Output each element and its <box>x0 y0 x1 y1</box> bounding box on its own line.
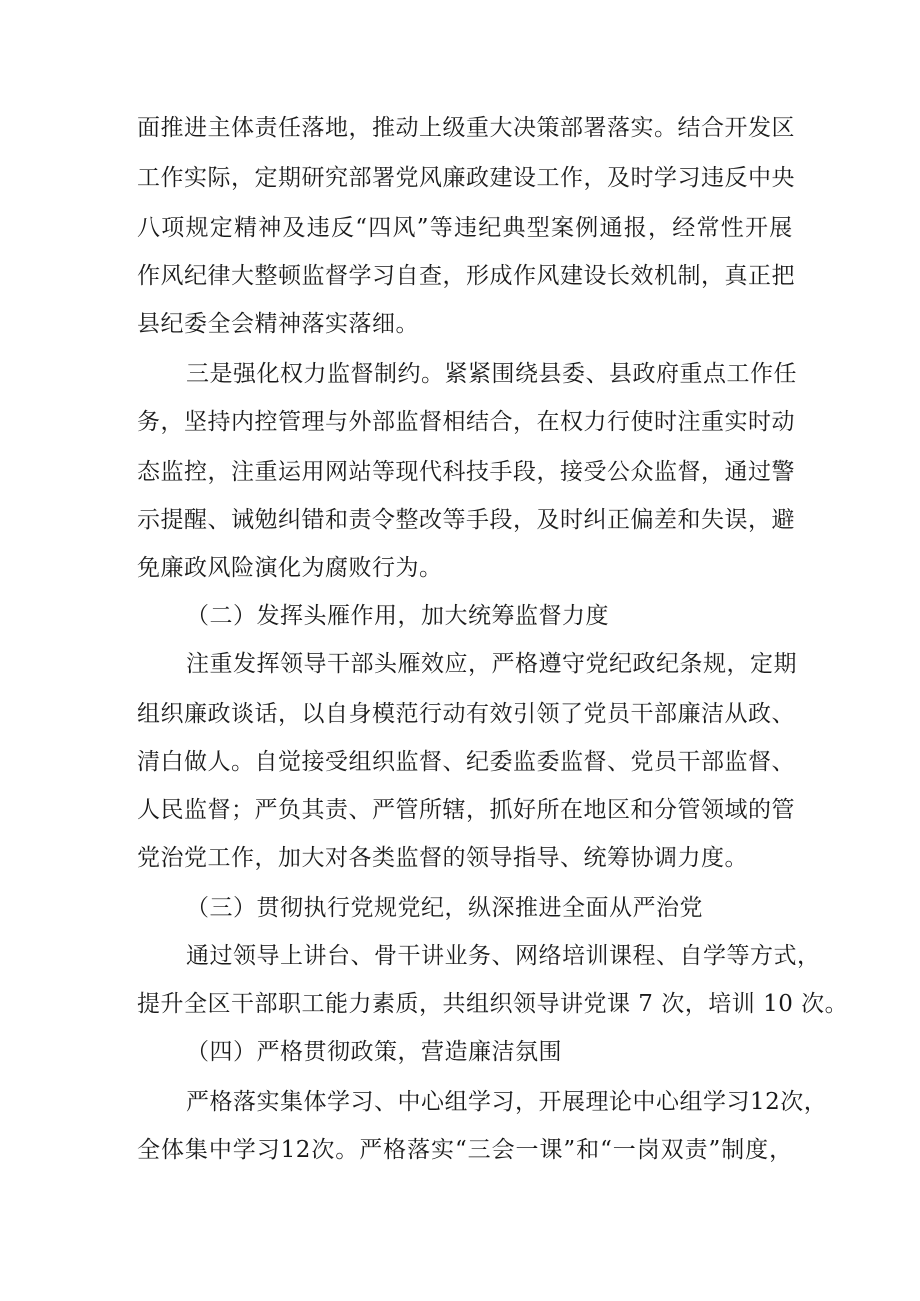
section-heading: （四）严格贯彻政策，营造廉洁氛围 <box>186 1039 562 1065</box>
paragraph-line: 面 推 进 主 体 责 任 落 地 ， 推 动 上 级 重 大 决 策 部 署 落 实 。 结 合 开 发 区 <box>137 115 795 141</box>
paragraph-line: 示 提 醒 、 诫 勉 纠 错 和 责 令 整 改 等 手 段 ， 及 时 纠 正 偏 差 和 失 误 ， 避 <box>137 507 795 533</box>
paragraph-line: 通 过 领 导 上 讲 台 、 骨 干 讲 业 务 、 网 络 培 训 课 程 、 自 学 等 方 式 ， <box>186 943 821 969</box>
section-heading: （二）发挥头雁作用，加大统筹监督力度 <box>186 603 609 629</box>
paragraph-line: 务 ， 坚 持 内 控 管 理 与 外 部 监 督 相 结 合 ， 在 权 力 行 使 时 注 重 实 时 动 <box>137 409 795 435</box>
paragraph-line: 县纪委全会精神落实落细。 <box>137 311 419 337</box>
paragraph-line: 三 是 强 化 权 力 监 督 制 约 。 紧 紧 围 绕 县 委 、 县 政 府 重 点 工 作 任 <box>186 361 797 387</box>
paragraph-line: 态 监 控 ， 注 重 运 用 网 站 等 现 代 科 技 手 段 ， 接 受 公 众 监 督 ， 通 过 警 <box>137 459 795 485</box>
section-heading: （三）贯彻执行党规党纪，纵深推进全面从严治党 <box>186 895 703 921</box>
paragraph-line: 作 风 纪 律 大 整 顿 监 督 学 习 自 查 ， 形 成 作 风 建 设 长 效 机 制 ， 真 正 把 <box>137 263 795 289</box>
paragraph-line: 清 白 做 人 。 自 觉 接 受 组 织 监 督 、 纪 委 监 委 监 督 、 党 员 干 部 监 督 、 <box>137 749 795 775</box>
paragraph-line: 工 作 实 际 ， 定 期 研 究 部 署 党 风 廉 政 建 设 工 作 ， 及 时 学 习 违 反 中 央 <box>137 165 795 191</box>
paragraph-line: 组 织 廉 政 谈 话 ， 以 自 身 模 范 行 动 有 效 引 领 了 党 员 干 部 廉 洁 从 政 、 <box>137 701 795 727</box>
paragraph-line: 注 重 发 挥 领 导 干 部 头 雁 效 应 ， 严 格 遵 守 党 纪 政 纪 条 规 ， 定 期 <box>186 651 797 677</box>
paragraph-line: 提升全区干部职工能力素质，共组织领导讲党课 7 次，培训 10 次。 <box>137 991 849 1017</box>
paragraph-line: 党治党工作，加大对各类监督的领导指导、统筹协调力度。 <box>137 845 748 871</box>
paragraph-line: 免廉政风险演化为腐败行为。 <box>137 555 443 581</box>
paragraph-line: 全 体 集 中 学 习 12 次 。 严 格 落 实 “ 三 会 一 课 ” 和 “ 一 岗 双 责 ” 制 度 ， <box>137 1137 793 1163</box>
paragraph-line: 人 民 监 督 ； 严 负 其 责 、 严 管 所 辖 ， 抓 好 所 在 地 区 和 分 管 领 域 的 管 <box>137 797 795 823</box>
paragraph-line: 八 项 规 定 精 神 及 违 反 “ 四 风 ” 等 违 纪 典 型 案 例 通 报 ， 经 常 性 开 展 <box>137 215 793 241</box>
paragraph-line: 严 格 落 实 集 体 学 习 、 中 心 组 学 习 ， 开 展 理 论 中 心 组 学 习 12 次 ， <box>186 1089 828 1115</box>
